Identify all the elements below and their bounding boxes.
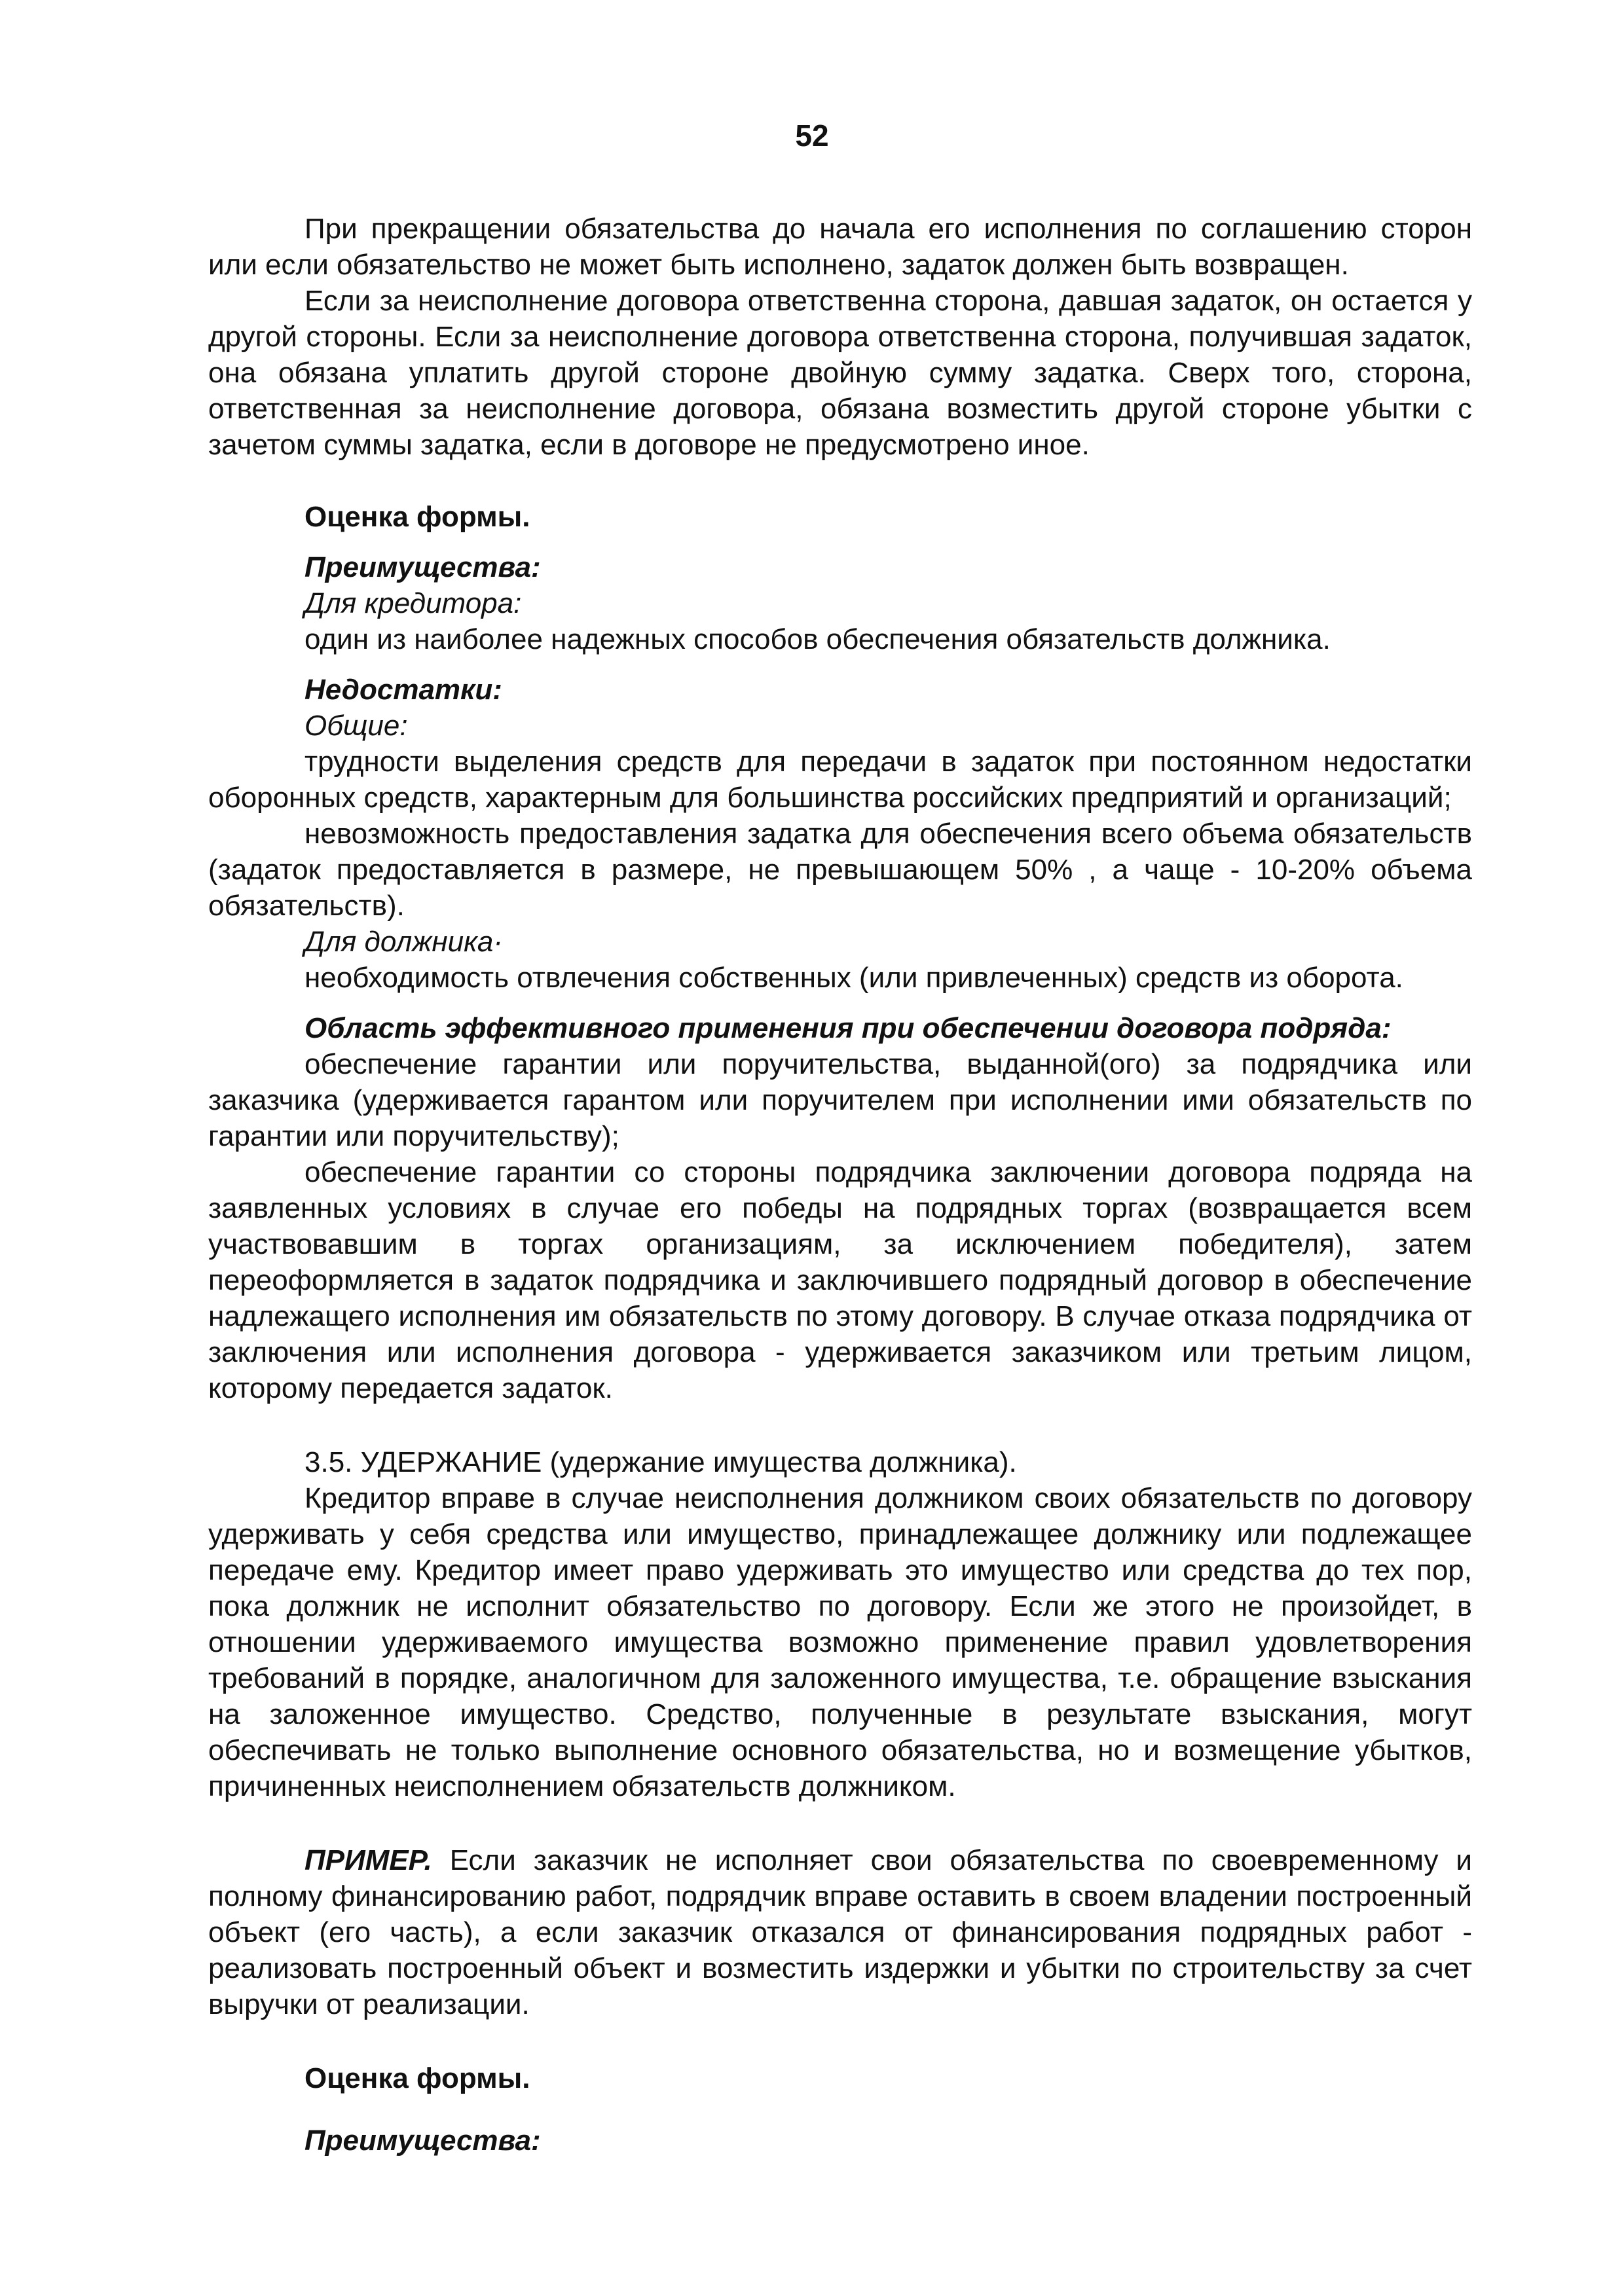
heading-disadvantages: Недостатки: [304, 674, 502, 706]
disadvantage-item: трудности выделения средств для передачи в задаток при постоянном недостатки оборонных средств, характерным для большинства российских предприятий и организаций; [208, 746, 1472, 814]
scope-item: обеспечение гарантии или поручительства, выданной(ого) за подрядчика или заказчика (удерживается гарантом или поручителем при исполнении ими обязательств по гарантии или поручительству); [208, 1048, 1472, 1152]
label-for-debtor: Для должника· [304, 926, 504, 958]
heading-form-assessment-2: Оценка формы. [304, 2062, 530, 2094]
section-title: 3.5. УДЕРЖАНИЕ (удержание имущества должника). [304, 1446, 1017, 1478]
scope-item: обеспечение гарантии со стороны подрядчика заключении договора подряда на заявленных условиях в случае его победы на подрядных торгах (возвращается всем участвовавшим в торгах организациям, за исключением победителя), затем переоформляется в задаток подрядчика и заключившего подрядный договор в обеспечение надлежащего исполнения им обязательств по этому договору. В случае отказа подрядчика от заключения или исполнения договора - удерживается заказчиком или третьим лицом, которому передается задаток. [208, 1156, 1472, 1404]
heading-scope: Область эффективного применения при обеспечении договора подряда: [304, 1012, 1392, 1044]
paragraph-example [208, 1842, 1472, 2022]
label-for-creditor: Для кредитора: [304, 587, 522, 619]
heading-form-assessment: Оценка формы. [304, 501, 530, 533]
paragraph-deposit-liability: Если за неисполнение договора ответственна сторона, давшая задаток, он остается у другой стороны. Если за неисполнение договора ответственна сторона, получившая задаток, она обязана уплатить другой стороне двойную сумму задатка. Сверх того, сторона, ответственная за неисполнение договора, обязана возместить другой стороне убытки с зачетом суммы задатка, если в договоре не предусмотрено иное. [208, 285, 1472, 461]
heading-advantages-2: Преимущества: [304, 2124, 541, 2157]
page-content [208, 211, 1472, 2159]
creditor-advantage-text: один из наиболее надежных способов обеспечения обязательств должника. [304, 623, 1331, 655]
paragraph-retention: Кредитор вправе в случае неисполнения должником своих обязательств по договору удерживать у себя средства или имущество, принадлежащее должнику или подлежащее передаче ему. Кредитор имеет право удерживать это имущество или средства до тех пор, пока должник не исполнит обязательство по договору. Если же этого не произойдет, в отношении удерживаемого имущества возможно применение правил удовлетворения требований в порядке, аналогичном для заложенного имущества, т.е. обращение взыскания на заложенное имущество. Средство, полученные в результате взыскания, могут обеспечивать не только выполнение основного обязательства, но и возмещение убытков, причиненных неисполнением обязательств должником. [208, 1482, 1472, 1802]
example-text: Если заказчик не исполняет свои обязательства по своевременному и полному финансированию работ, подрядчик вправе оставить в своем владении построенный объект (его часть), а если заказчик отказался от финансирования подрядных работ - реализовать построенный объект и возместить издержки и убытки по строительству за счет выручки от реализации. [208, 1844, 1472, 2020]
example-label: ПРИМЕР. [304, 1844, 432, 1876]
page-number: 52 [795, 118, 829, 153]
label-general: Общие: [304, 710, 408, 742]
paragraph-deposit-return: При прекращении обязательства до начала его исполнения по соглашению сторон или если обязательство не может быть исполнено, задаток должен быть возвращен. [208, 213, 1472, 281]
heading-advantages: Преимущества: [304, 551, 541, 583]
debtor-disadvantage-text: необходимость отвлечения собственных (или привлеченных) средств из оборота. [304, 962, 1403, 994]
disadvantage-item: невозможность предоставления задатка для обеспечения всего объема обязательств (задаток предоставляется в размере, не превышающем 50% , а чаще - 10-20% объема обязательств). [208, 818, 1472, 922]
